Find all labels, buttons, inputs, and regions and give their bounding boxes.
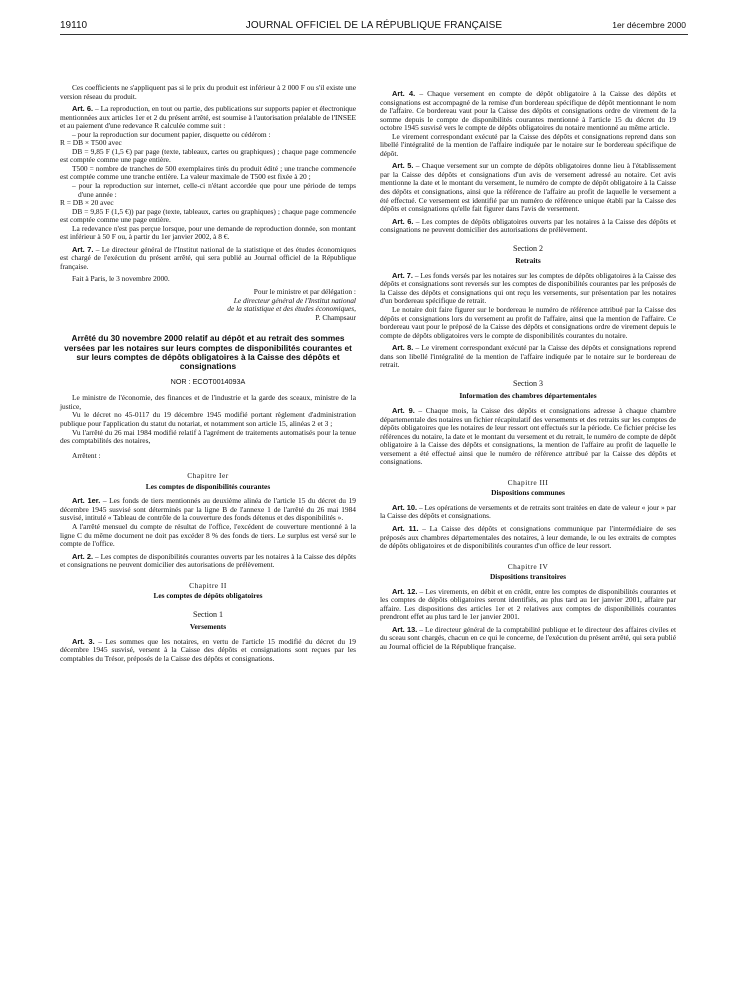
article-text: – Chaque versement en compte de dépôt obligatoire à la Caisse des dépôts et consignations est accompagné de la remise d'un bordereau spécifique de dépôt mentionnant le nom de l'affaire. Ce bordereau vaut pour la Caisse des dépôts et consignations ordre de virement de la somme depuis le compte de disponibilités courantes mentionné à l'article 15 du décret du 19 octobre 1945 susvisé vers le compte de dépôts obligatoires du notaire mentionné au même article. (380, 89, 676, 133)
article-13 (380, 626, 676, 652)
article-text: – Les comptes de disponibilités courantes ouverts par les notaires à la Caisse des dépôts et consignations ne peuvent domicilier des autorisations de prélèvement. (60, 551, 356, 570)
section-title: Versements (189, 622, 227, 632)
paragraph: T500 = nombre de tranches de 500 exemplaires tirés du produit édité ; une tranche commencée est comptée comme une tranche entière. La valeur maximale de T500 est fixée à 20 ; (60, 163, 356, 182)
article-text: – Le directeur général de l'Institut national de la statistique et des études économiques est chargé de l'exécution du présent arrêté, qui sera publié au Journal officiel de la République française. (60, 244, 356, 271)
signature-line: de la statistique et des études économiques, (227, 304, 356, 314)
article-7 (60, 246, 356, 272)
article-label: Art. 6. (72, 104, 94, 114)
article-10 (380, 504, 676, 521)
article-label: Art. 2. (72, 551, 94, 561)
article-label: Art. 7. (392, 270, 413, 280)
article-5 (380, 162, 676, 213)
chapter-title: Dispositions transitoires (489, 572, 567, 582)
section-heading: Section 1 (193, 609, 223, 619)
paragraph: Vu l'arrêté du 26 mai 1984 modifié relatif à l'agrément de traitements automatisés pour la tenue des comptabilités des notaires, (60, 427, 356, 446)
paragraph: DB = 9,85 F (1,5 €) par page (texte, tableaux, cartes ou graphiques) ; chaque page commencée est comptée comme une page entière. (60, 146, 356, 165)
article-text: – Le directeur général de la comptabilité publique et le directeur des affaires civiles et du sceau sont chargés, chacun en ce qui le concerne, de l'exécution du présent arrêté, qui sera publié au Journal officiel de la République française. (380, 624, 676, 651)
section-title: Information des chambres départementales (459, 391, 597, 401)
signature-line: Pour le ministre et par délégation : (253, 287, 356, 297)
paragraph: La redevance n'est pas perçue lorsque, pour une demande de reproduction donnée, son montant est inférieur à 50 F ou, à partir du 1er janvier 2002, à 8 €. (60, 223, 356, 242)
signature-date: Fait à Paris, le 3 novembre 2000. (72, 274, 170, 284)
journal-title: JOURNAL OFFICIEL DE LA RÉPUBLIQUE FRANÇAISE (245, 20, 503, 31)
article-label: Art. 3. (72, 636, 95, 646)
article-8 (380, 344, 676, 370)
article-text: – Les virements, en débit et en crédit, entre les comptes de disponibilités courantes et les comptes de dépôts obligatoires seront identifiés, au plus tard au 1er janvier 2001, affaire par affaire. Les dispositions des articles 1er et 2 relatives aux comptes de disponibilités courantes prendront effet au plus tard le 1er janvier 2001. (380, 586, 676, 622)
article-label: Art. 13. (392, 624, 418, 634)
article-2 (60, 553, 356, 570)
article-11 (380, 525, 676, 551)
formula: R = DB × 20 avec (60, 198, 114, 208)
paragraph: Le ministre de l'économie, des finances et de l'industrie et la garde des sceaux, ministre de la justice, (60, 393, 356, 411)
article-text: – Chaque mois, la Caisse des dépôts et consignations adresse à chaque chambre départementale des notaires un fichier récapitulatif des versements et des retraits sur les comptes de dépôts obligatoires que les notaires de leur ressort ont effectués sur la période. Ce fichier précise les références du notaire, la date et le montant du versement et du retrait, le numéro de compte de dépôt obligatoire à la Caisse des dépôts et consignations, la mention de l'affaire au profit de laquelle le versement a été effectué ainsi que le numéro de référence attribué par la Caisse des dépôts et consignations. (380, 405, 676, 467)
article-6 (60, 105, 356, 131)
article-label: Art. 8. (392, 343, 414, 353)
article-label: Art. 7. (72, 244, 94, 254)
article-text: – Les fonds versés par les notaires sur les comptes de dépôts obligatoires à la Caisse des dépôts et consignations sont reversés sur les comptes de disponibilités courantes par les préposés de la Caisse des dépôts et consignations qui ont reçu les versements, sur présentation par les notaires d'un bordereau spécifique de retrait. (380, 270, 676, 306)
article-label: Art. 12. (392, 586, 418, 596)
article-4 (380, 90, 676, 133)
article-label: Art. 1er. (72, 496, 101, 506)
article-9 (380, 407, 676, 467)
section-title: Retraits (515, 256, 541, 266)
paragraph: Ces coefficients ne s'appliquent pas si le prix du produit est inférieur à 2 000 F ou s'il existe une version réseau du produit. (60, 83, 356, 101)
list-item: – pour la reproduction sur document papier, disquette ou cédérom : (72, 129, 271, 139)
signatory-name: P. Champsaur (315, 312, 356, 322)
article-7-right (380, 272, 676, 306)
article-text: – Chaque versement sur un compte de dépôts obligatoires donne lieu à l'établissement par la Caisse des dépôts et consignations d'un avis de versement adressé au notaire. Cet avis mentionne la date et le montant du versement, le numéro de compte de dépôt obligatoire à la Caisse des dépôts et consignations, ainsi que la référence de l'affaire au profit de laquelle le versement a été effectué. Ce versement est identifié par un numéro de référence unique établi par la Caisse des dépôts et consignations qu'elle fait figurer dans l'avis de versement. (380, 161, 676, 214)
article-label: Art. 9. (392, 405, 415, 415)
paragraph: DB = 9,85 F (1,5 €)) par page (texte, tableaux, cartes ou graphiques) ; chaque page commencée est comptée comme une page entière. (60, 206, 356, 225)
signature-line: Le directeur général de l'Institut national (233, 295, 356, 305)
article-text: – Les opérations de versements et de retraits sont traitées en date de valeur « jour » par la Caisse des dépôts et consignations. (380, 502, 676, 521)
article-text: – Le virement correspondant exécuté par la Caisse des dépôts et consignations reprend dans son libellé l'intégralité de la mention de l'affaire indiquée par le notaire sur le bordereau de retrait. (380, 343, 676, 370)
left-column (60, 84, 356, 664)
article-label: Art. 4. (392, 89, 416, 98)
nor-reference: NOR : ECOT0014093A (170, 376, 246, 386)
chapter-title: Les comptes de dépôts obligatoires (153, 591, 263, 601)
page-number: 19110 (60, 20, 88, 31)
article-1 (60, 497, 356, 523)
header-rule (60, 34, 688, 35)
article-label: Art. 6. (392, 216, 414, 226)
chapter-title: Les comptes de disponibilités courantes (145, 481, 271, 491)
section-heading: Section 2 (513, 243, 543, 253)
section-heading: Section 3 (513, 378, 543, 388)
chapter-title: Dispositions communes (491, 488, 565, 498)
article-3 (60, 638, 356, 664)
paragraph: Vu le décret no 45-0117 du 19 décembre 1945 modifié portant règlement d'administration publique pour l'application du statut du notariat, et notamment son article 15, alinéas 2 et 3 ; (60, 410, 356, 429)
article-text: – Les fonds de tiers mentionnés au deuxième alinéa de l'article 15 du décret du 19 décembre 1945 susvisé sont déterminés par la ligne B de l'annexe 1 de l'arrêté du 26 mai 1984 susvisé, intitulé « Tableau de contrôle de la couverture des fonds détenus et des disponibilités ». (60, 496, 356, 523)
article-text: – La reproduction, en tout ou partie, des publications sur supports papier et électronique mentionnées aux articles 1er et 2 du présent arrêté, est soumise à l'autorisation préalable de l'INSEE et au paiement d'une redevance R calculée comme suit : (60, 104, 356, 131)
chapter-heading: Chapitre III (507, 477, 549, 487)
decree-title: Arrêté du 30 novembre 2000 relatif au dépôt et au retrait des sommes versées par les notaires sur leurs comptes de disponibilités courantes et sur leurs comptes de dépôts obligatoires à la Caisse des dépôts et consignations (64, 333, 352, 372)
article-text: – La Caisse des dépôts et consignations communique par l'intermédiaire de ses préposés aux chambres départementales des notaires, à leur demande, le ou les extraits de comptes de dépôts obligatoires et de disponibilités courantes d'un office de leur ressort. (380, 523, 676, 551)
formula: R = DB × T500 avec (60, 138, 122, 148)
list-item: – pour la reproduction sur internet, celle-ci n'étant accordée que pour une période de temps d'une année : (72, 181, 356, 199)
chapter-heading: Chapitre II (189, 580, 227, 590)
article-label: Art. 5. (392, 161, 414, 171)
article-label: Art. 11. (392, 523, 419, 533)
issue-date: 1er décembre 2000 (612, 20, 686, 30)
arretent: Arrêtent : (72, 450, 101, 460)
article-text: – Les sommes que les notaires, en vertu de l'article 15 modifié du décret du 19 décembre 1945 susvisé, versent à la Caisse des dépôts et consignations sont reçues par les comptables du Trésor, préposés de la Caisse des dépôts et consignations. (60, 636, 356, 663)
article-6-right (380, 218, 676, 235)
paragraph: Le virement correspondant exécuté par la Caisse des dépôts et consignations reprend dans son libellé l'intégralité de la mention de l'affaire indiquée par le notaire sur le bordereau spécifique de dépôt. (380, 131, 676, 158)
paragraph: Le notaire doit faire figurer sur le bordereau le numéro de référence attribué par la Caisse des dépôts et consignations lors du versement au profit de l'affaire, ainsi que la mention de l'affaire. Ce bordereau vaut pour le préposé de la Caisse des dépôts et consignations ordre de virement depuis le compte de dépôts obligatoires vers le compte de disponibilités courantes du notaire. (380, 305, 676, 340)
article-label: Art. 10. (392, 502, 418, 512)
chapter-heading: Chapitre Ier (187, 471, 229, 481)
article-text: – Les comptes de dépôts obligatoires ouverts par les notaires à la Caisse des dépôts et consignations ne peuvent domicilier des autorisations de prélèvement. (380, 216, 676, 235)
right-column (380, 90, 676, 652)
chapter-heading: Chapitre IV (507, 561, 549, 571)
paragraph: A l'arrêté mensuel du compte de résultat de l'office, l'excédent de couverture mentionné à la ligne C du même document ne doit pas excéder 8 % des fonds de tiers. Le surplus est versé sur le compte de l'office. (60, 521, 356, 549)
article-12 (380, 588, 676, 622)
